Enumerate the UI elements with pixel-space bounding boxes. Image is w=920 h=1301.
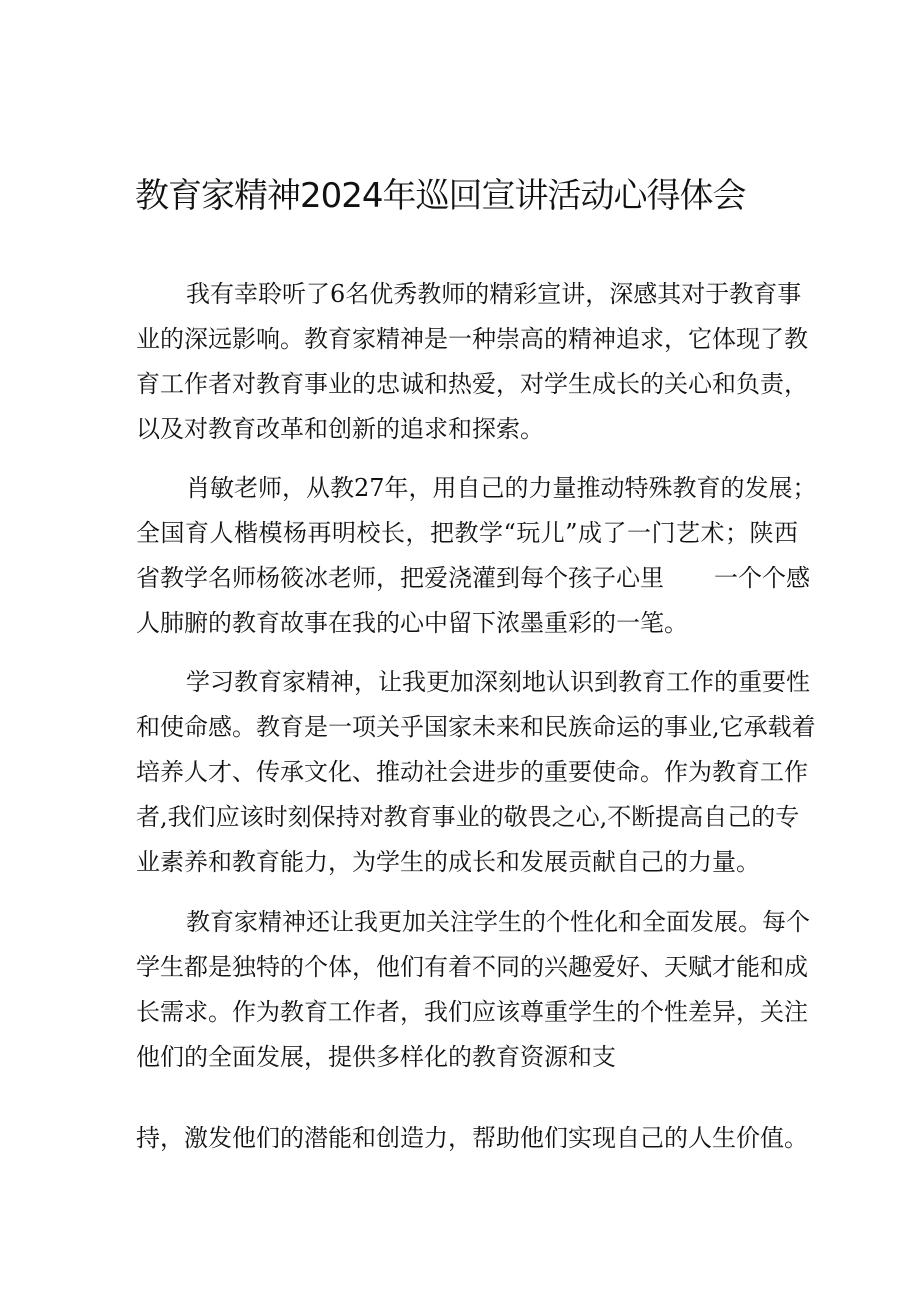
paragraph-line: 肖敏老师，从教27年，用自己的力量推动特殊教育的发展； [186, 474, 817, 502]
paragraph-line: 教育家精神还让我更加关注学生的个性化和全面发展。每个 [186, 908, 810, 936]
paragraph-line: 育工作者对教育事业的忠诚和热爱，对学生成长的关心和负责， [136, 370, 808, 398]
paragraph-5 [136, 1116, 808, 1161]
paragraph-line: 学生都是独特的个体，他们有着不同的兴趣爱好、天赋才能和成 [136, 953, 808, 981]
paragraph-line: 者,我们应该时刻保持对教育事业的敬畏之心,不断提高自己的专 [136, 803, 800, 831]
paragraph-line-split [136, 556, 810, 601]
paragraph-line: 培养人才、传承文化、推动社会进步的重要使命。作为教育工作 [136, 758, 808, 786]
paragraph-line: 人肺腑的教育故事在我的心中留下浓墨重彩的一笔。 [136, 609, 688, 637]
paragraph-line: 全国育人楷模杨再明校长，把教学“玩儿”成了一门艺术；陕西 [136, 519, 798, 547]
paragraph-line-segment: 省教学名师杨筱冰老师，把爱浇灌到每个孩子心里 [136, 564, 664, 592]
paragraph-line: 和使命感。教育是一项关乎国家未来和民族命运的事业,它承载着 [136, 713, 816, 741]
paragraph-line: 业的深远影响。教育家精神是一种崇高的精神追求，它体现了教 [136, 325, 808, 353]
paragraph-line-segment: 一个个感 [714, 564, 810, 592]
paragraph-line: 学习教育家精神，让我更加深刻地认识到教育工作的重要性 [186, 668, 810, 696]
paragraph-3 [136, 660, 816, 885]
paragraph-line: 他们的全面发展，提供多样化的教育资源和支 [136, 1043, 616, 1071]
paragraph-line: 持，激发他们的潜能和创造力，帮助他们实现自己的人生价值。 [136, 1124, 808, 1152]
paragraph-line: 以及对教育改革和创新的追求和探索。 [136, 415, 544, 443]
document-title: 教育家精神2024年巡回宣讲活动心得体会 [135, 176, 746, 216]
paragraph-line: 业素养和教育能力，为学生的成长和发展贡献自己的力量。 [136, 848, 760, 876]
paragraph-4 [136, 900, 810, 1080]
paragraph-1 [136, 272, 808, 452]
paragraph-line: 长需求。作为教育工作者，我们应该尊重学生的个性差异，关注 [136, 998, 808, 1026]
paragraph-line: 我有幸聆听了6名优秀教师的精彩宣讲，深感其对于教育事 [186, 280, 802, 308]
paragraph-2 [136, 466, 817, 646]
